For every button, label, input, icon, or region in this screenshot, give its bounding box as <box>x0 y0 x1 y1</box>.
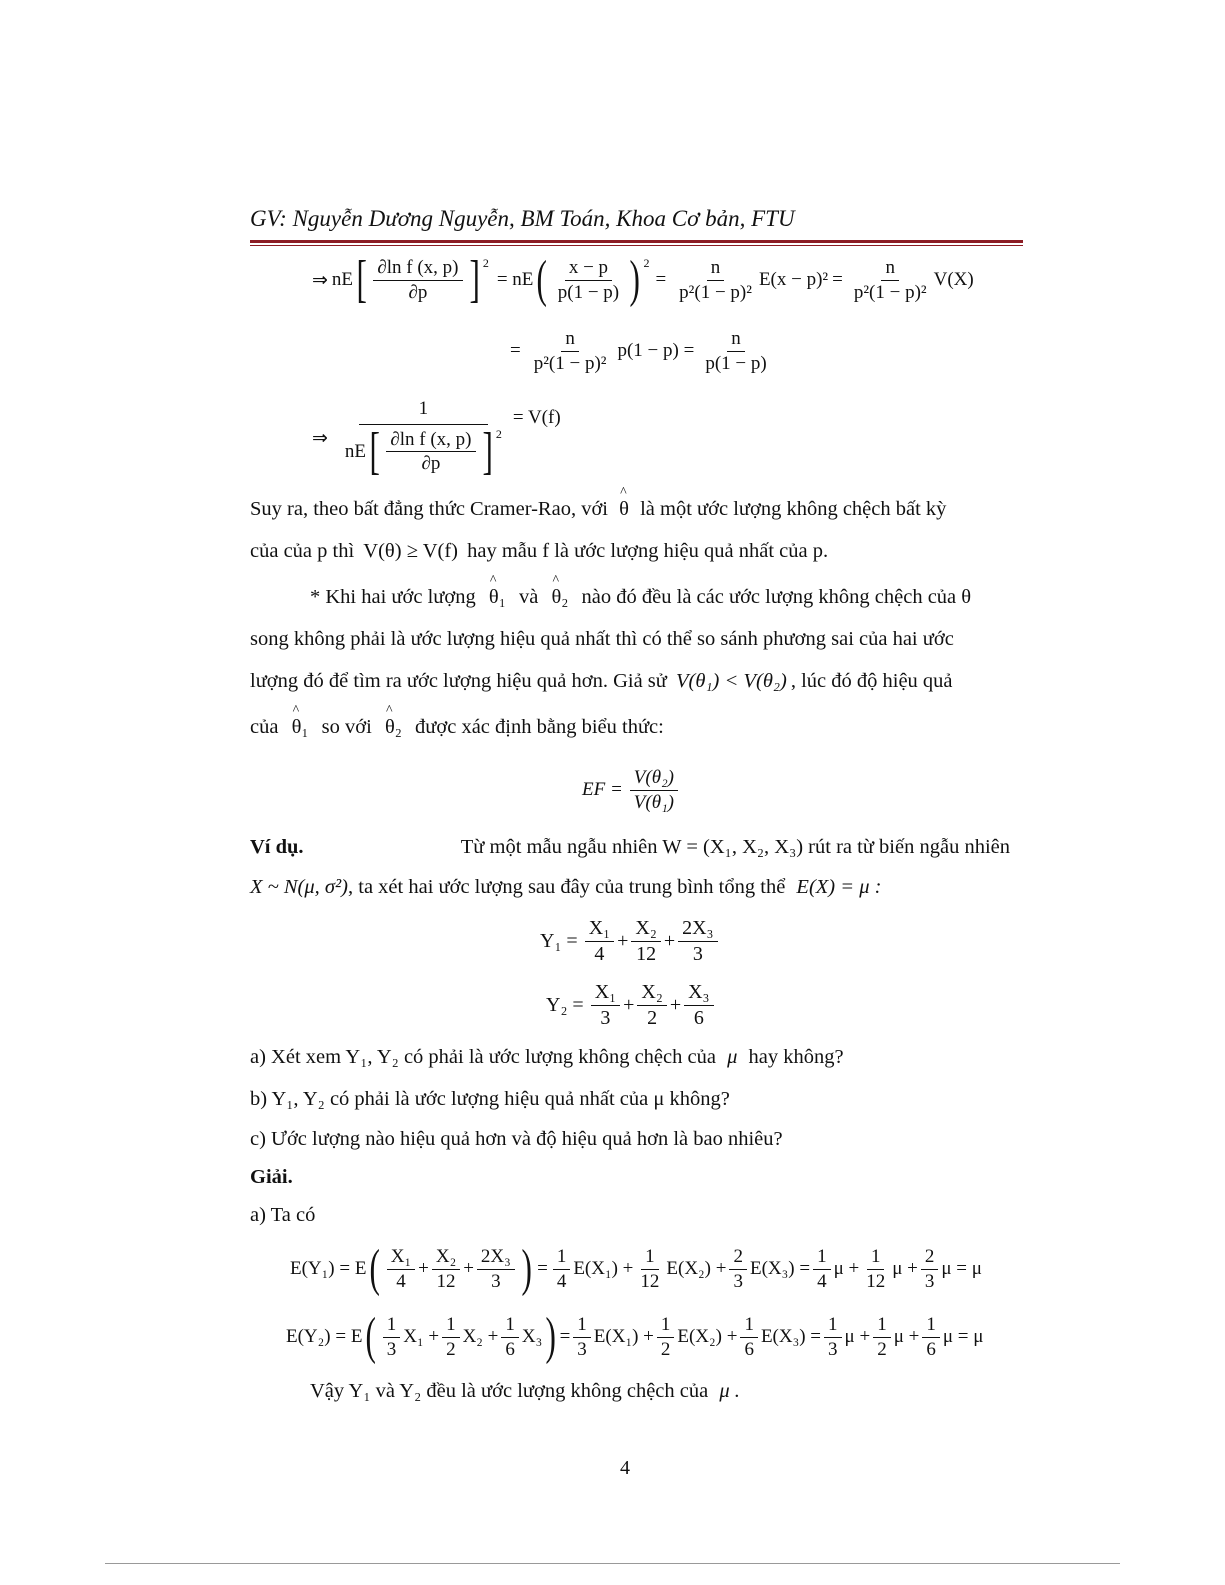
paragraph-efficiency-3: lượng đó để tìm ra ước lượng hiệu quả hơn. Giả sử V(θ₁) < V(θ₂) , lúc đó độ hiệu quả <box>250 670 953 692</box>
fraction: 1 nE [ $\frac{\text{∂ln f (x, p)}}{\partial p}$ ] 2 <box>344 398 502 480</box>
expectation-y2: E(Y₂) = E ( $\frac{1}{3}$ X₁ + $\frac{1}{2}$ X₂ + $\frac{1}{6}$ X₃ ) = $\frac{1}{3}$ E(X₁) + $\frac{1}{2}$ E(X₂) + $\frac{1}{6}$ E(X₃) = $\frac{1}{3}$ μ + $\frac{1}{2}$ μ + $\frac{1}{6}$ μ = μ <box>286 1308 984 1365</box>
paragraph-efficiency: * Khi hai ước lượng ^ θ₁ và ^ θ₂ nào đó đều là các ước lượng không chệch của θ <box>310 586 971 609</box>
paragraph-cramer-rao: Suy ra, theo bất đẳng thức Cramer-Rao, với ^ θ là một ước lượng không chệch bất kỳ <box>250 498 946 521</box>
equation-efficiency: EF = $\frac{\text{V(θ₂)}}{\text{V(θ₁)}}$ <box>582 762 681 818</box>
fraction: $\frac{x - p}{p(1 - p)}$ <box>557 256 620 303</box>
fraction: $\frac{n}{p(1 - p)}$ <box>705 327 767 374</box>
equation-fisher-info: ⇒ nE [ $\frac{\text{∂ln f (x, p)}}{\partial p}$ ] 2 = nE ( $\frac{x - p}{p(1 - p)}$ ) 2 = $\frac{n}{\text{p²(1 − p)²}}$ E(x − p)² = $\frac{n}{\text{p²(1 − p)²}}$ V(X) <box>312 251 974 308</box>
question-c: c) Ước lượng nào hiệu quả hơn và độ hiệu quả hơn là bao nhiêu? <box>250 1128 783 1150</box>
answer-a-intro: a) Ta có <box>250 1204 316 1226</box>
fraction: $\frac{n}{\text{p²(1 − p)²}}$ <box>533 327 607 374</box>
header-rule-thin <box>250 245 1023 246</box>
fraction: $\frac{n}{\text{p²(1 − p)²}}$ <box>679 256 752 303</box>
fraction: $\frac{n}{\text{p²(1 − p)²}}$ <box>853 256 927 303</box>
footer-rule <box>105 1563 1120 1564</box>
paragraph-cramer-rao-cont: của của p thì V(θ) ≥ V(f) hay mẫu f là ước lượng hiệu quả nhất của p. <box>250 540 829 562</box>
solution-heading: Giải. <box>250 1166 293 1188</box>
conclusion: Vậy Y₁ và Y₂ đều là ước lượng không chệch của μ . <box>310 1380 740 1402</box>
question-a: a) Xét xem Y₁, Y₂ có phải là ước lượng không chệch của μ hay không? <box>250 1046 844 1068</box>
example-intro-2: X ~ N(μ, σ²), ta xét hai ước lượng sau đây của trung bình tổng thể E(X) = μ : <box>250 876 882 898</box>
page-header: GV: Nguyễn Dương Nguyễn, BM Toán, Khoa Cơ bản, FTU <box>250 206 795 231</box>
equation-fisher-simplify: = $\frac{n}{\text{p²(1 − p)²}}$ p(1 − p) = $\frac{n}{p(1 - p)}$ <box>510 326 774 376</box>
paragraph-efficiency-4: của ^ θ₁ so với ^ θ₂ được xác định bằng biểu thức: <box>250 716 664 739</box>
page-number: 4 <box>620 1457 630 1479</box>
equation-variance-bound: ⇒ 1 nE [ $\frac{\text{∂ln f (x, p)}}{\partial p}$ ] 2 = V(f) <box>312 398 561 480</box>
example-intro: Ví dụ. Từ một mẫu ngẫu nhiên W = (X₁, X₂, X₃) rút ra từ biến ngẫu nhiên <box>250 836 1010 858</box>
header-rule-thick <box>250 240 1023 243</box>
estimator-y2: Y₂ = $\frac{\text{X₁}}{3}$ + $\frac{\text{X₂}}{2}$ + $\frac{\text{X₃}}{6}$ <box>546 978 717 1032</box>
estimator-y1: Y₁ = $\frac{\text{X₁}}{4}$ + $\frac{\text{X₂}}{12}$ + $\frac{\text{2X₃}}{3}$ <box>540 914 721 968</box>
question-b: b) Y₁, Y₂ có phải là ước lượng hiệu quả nhất của μ không? <box>250 1088 730 1110</box>
paragraph-efficiency-2: song không phải là ước lượng hiệu quả nhất thì có thể so sánh phương sai của hai ước <box>250 628 954 650</box>
fraction: $\frac{\text{∂ln f (x, p)}}{\partial p}$ <box>373 257 462 304</box>
expectation-y1: E(Y₁) = E ( $\frac{\text{X₁}}{4}$ + $\frac{\text{X₂}}{12}$ + $\frac{\text{2X₃}}{3}$ ) = $\frac{1}{4}$ E(X₁) + $\frac{1}{12}$ E(X₂) + $\frac{2}{3}$ E(X₃) = $\frac{1}{4}$ μ + $\frac{1}{12}$ μ + $\frac{2}{3}$ μ = μ <box>290 1240 982 1297</box>
